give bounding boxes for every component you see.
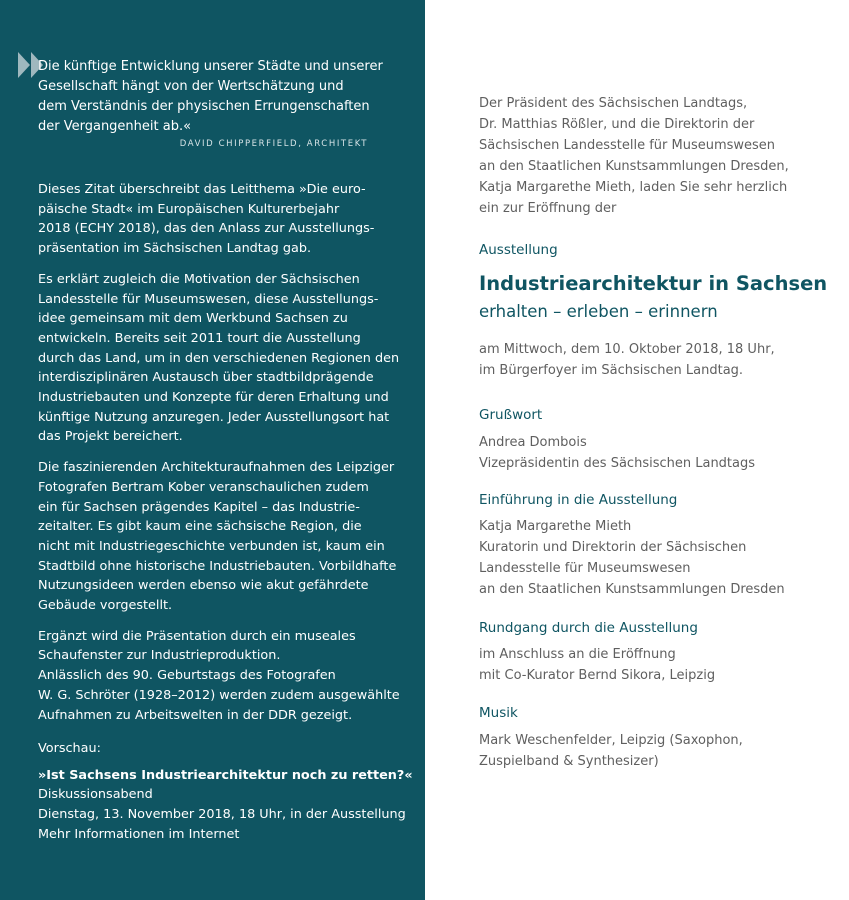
text-line: das Projekt bereichert. <box>38 429 183 445</box>
text-line: Es erklärt zugleich die Motivation der Sächsischen <box>38 271 360 287</box>
text-line: Nutzungsideen werden ebenso wie akut gefährdete <box>38 578 369 594</box>
text-line: nicht mit Industriegeschichte verbunden ist, kaum ein <box>38 538 385 554</box>
text-line: ein zur Eröffnung der <box>479 201 617 216</box>
spacer <box>38 759 408 766</box>
preview-heading: Vorschau: <box>38 741 101 756</box>
text-line: präsentation im Sächsischen Landtag gab. <box>38 241 312 257</box>
text-line: Dr. Matthias Rößler, und die Direktorin der <box>479 117 755 132</box>
text-line: durch das Land, um in den verschiedenen Regionen den <box>38 350 400 366</box>
text-line: Katja Margarethe Mieth, laden Sie sehr herzlich <box>479 180 788 195</box>
preview-more-info: Mehr Informationen im Internet <box>38 826 240 842</box>
exhibition-subtitle: erhalten – erleben – erinnern <box>479 302 718 321</box>
text-line: Die faszinierenden Architekturaufnahmen des Leipziger <box>38 460 395 476</box>
text-line: Landesstelle für Museumswesen <box>479 561 691 576</box>
quote-author: DAVID CHIPPERFIELD, ARCHITEKT <box>179 139 368 149</box>
introduction-heading: Einführung in die Ausstellung <box>479 492 678 508</box>
text-line: Stadtbild ohne historische Industriebauten. Vorbildhafte <box>38 558 397 574</box>
text-line: Anlässlich des 90. Geburtstags des Fotografen <box>38 668 336 684</box>
exhibition-date-location <box>479 339 839 381</box>
text-line: am Mittwoch, dem 10. Oktober 2018, 18 Uhr, <box>479 342 775 357</box>
text-line: zeitalter. Es gibt kaum eine sächsische Region, die <box>38 519 362 535</box>
text-line: an den Staatlichen Kunstsammlungen Dresden <box>479 582 785 597</box>
right-panel <box>425 0 849 900</box>
quote-line: dem Verständnis der physischen Errungenschaften <box>38 99 370 114</box>
text-line: Dieses Zitat überschreibt das Leitthema »Die euro- <box>38 182 366 197</box>
text-line: ein für Sachsen prägendes Kapitel – das Industrie- <box>38 499 360 515</box>
text-line: Der Präsident des Sächsischen Landtags, <box>479 96 748 111</box>
body-paragraph <box>38 180 408 259</box>
quote-line: Gesellschaft hängt von der Wertschätzung und <box>38 79 344 94</box>
text-line: an den Staatlichen Kunstsammlungen Dresden, <box>479 159 789 174</box>
exhibition-label: Ausstellung <box>479 242 558 258</box>
text-line: Landesstelle für Museumswesen, diese Ausstellungs- <box>38 291 379 307</box>
text-line: im Bürgerfoyer im Sächsischen Landtag. <box>479 363 744 378</box>
text-line: Ergänzt wird die Präsentation durch ein museales <box>38 628 356 644</box>
text-line: Andrea Dombois <box>479 435 587 450</box>
preview-section <box>38 739 413 845</box>
text-line: entwickeln. Bereits seit 2011 tourt die Ausstellung <box>38 330 361 346</box>
text-line: Vizepräsidentin des Sächsischen Landtags <box>479 456 756 471</box>
quote-line: der Vergangenheit ab.« <box>38 119 192 134</box>
text-line: Aufnahmen zu Arbeitswelten in der DDR gezeigt. <box>38 707 353 723</box>
text-line: mit Co-Kurator Bernd Sikora, Leipzig <box>479 668 716 683</box>
music-details <box>479 730 839 772</box>
introduction-details <box>479 516 839 600</box>
text-line: W. G. Schröter (1928–2012) werden zudem ausgewählte <box>38 687 400 703</box>
quote-line: Die künftige Entwicklung unserer Städte und unserer <box>38 59 383 74</box>
text-line: idee gemeinsam mit dem Werkbund Sachsen zu <box>38 311 348 327</box>
left-body-text <box>38 180 408 736</box>
body-paragraph <box>38 458 408 616</box>
preview-event-date: Dienstag, 13. November 2018, 18 Uhr, in der Ausstellung <box>38 807 406 823</box>
body-paragraph <box>38 270 408 447</box>
text-line: Kuratorin und Direktorin der Sächsischen <box>479 540 747 555</box>
greeting-heading: Grußwort <box>479 407 543 423</box>
text-line: Zuspielband & Synthesizer) <box>479 754 659 769</box>
text-line: Katja Margarethe Mieth <box>479 519 632 534</box>
exhibition-title: Industriearchitektur in Sachsen <box>479 272 828 295</box>
text-line: Fotografen Bertram Kober veranschaulichen zudem <box>38 479 369 495</box>
preview-event-type: Diskussionsabend <box>38 787 153 803</box>
tour-heading: Rundgang durch die Ausstellung <box>479 620 698 636</box>
invitation-text <box>479 93 839 219</box>
text-line: 2018 (ECHY 2018), das den Anlass zur Ausstellungs- <box>38 221 375 237</box>
text-line: Mark Weschenfelder, Leipzig (Saxophon, <box>479 733 743 748</box>
preview-event-title: »Ist Sachsens Industriearchitektur noch zu retten?« <box>38 767 413 783</box>
text-line: päische Stadt« im Europäischen Kulturerbejahr <box>38 201 340 217</box>
greeting-details <box>479 432 839 474</box>
text-line: interdisziplinären Austausch über stadtbildprägende <box>38 370 374 386</box>
tour-details <box>479 644 839 686</box>
music-heading: Musik <box>479 705 518 721</box>
text-line: im Anschluss an die Eröffnung <box>479 647 676 662</box>
text-line: künftige Nutzung anzuregen. Jeder Ausstellungsort hat <box>38 409 390 425</box>
text-line: Schaufenster zur Industrieproduktion. <box>38 648 281 664</box>
text-line: Gebäude vorgestellt. <box>38 598 173 614</box>
text-line: Industriebauten und Konzepte für deren Erhaltung und <box>38 390 389 406</box>
body-paragraph <box>38 627 408 726</box>
quote <box>38 57 398 137</box>
text-line: Sächsischen Landesstelle für Museumswesen <box>479 138 776 153</box>
